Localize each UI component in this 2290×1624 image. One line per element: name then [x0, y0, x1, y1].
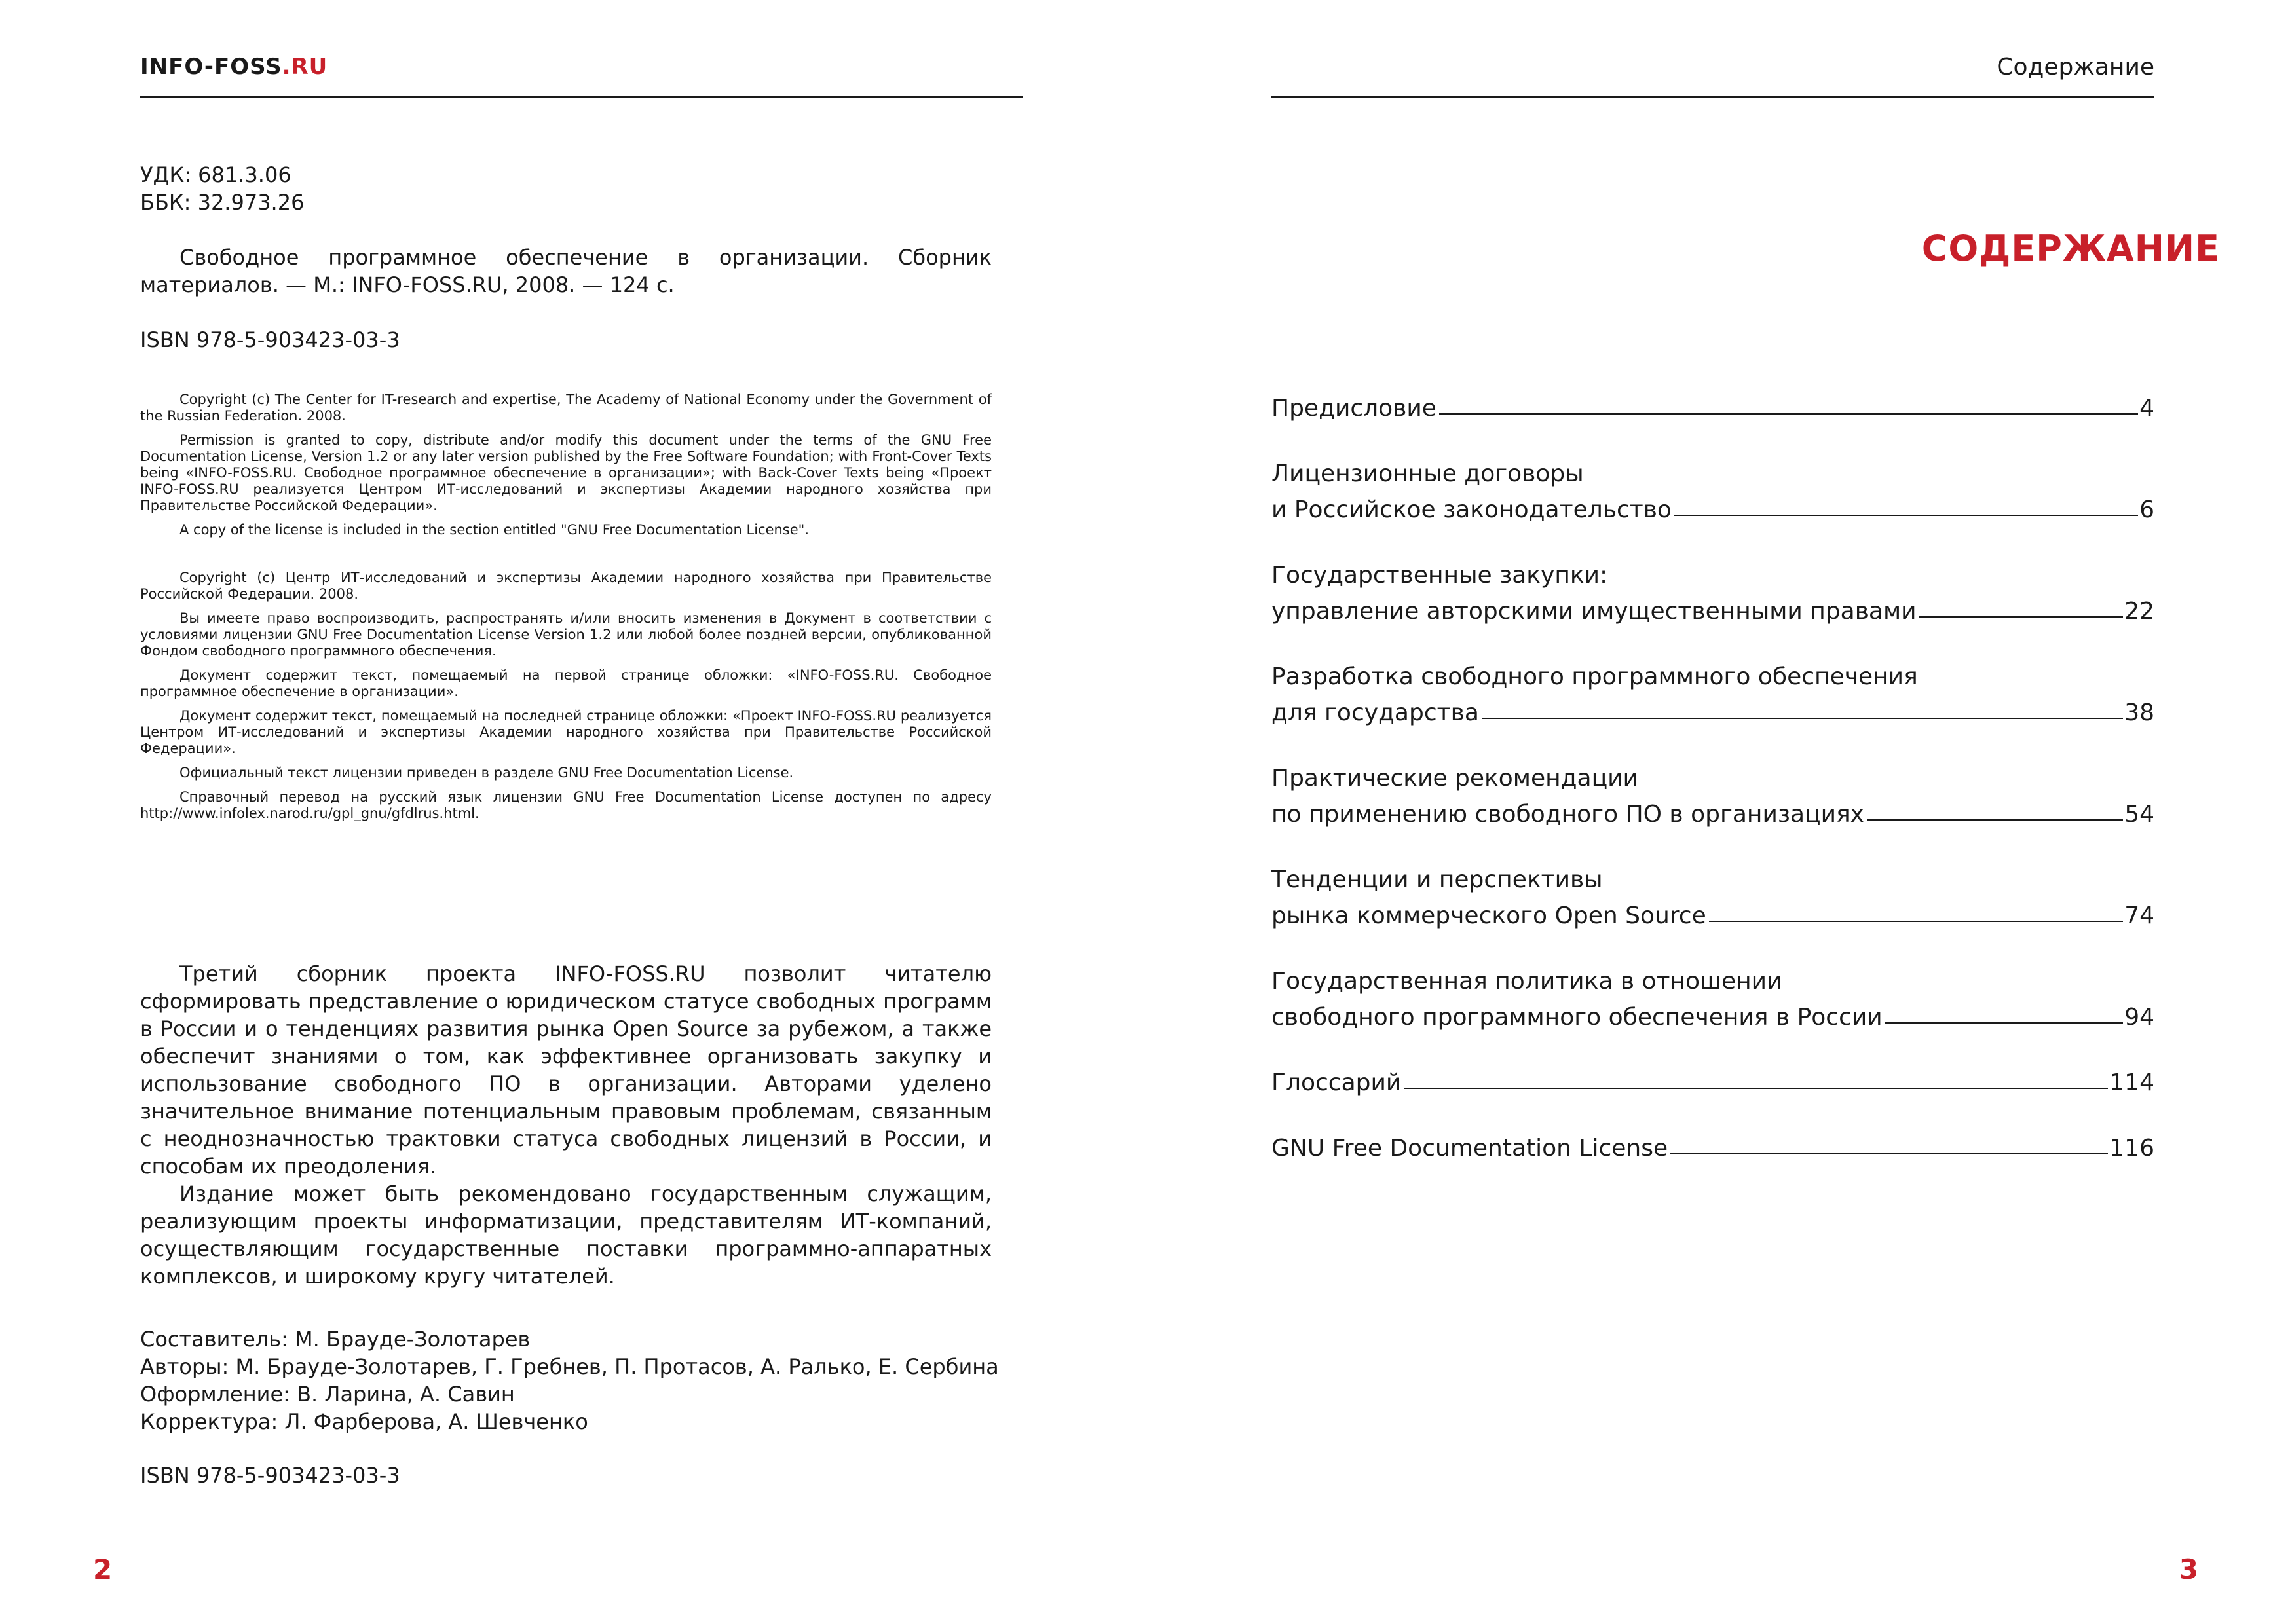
license-en-permission: Permission is granted to copy, distribute and/or modify this document under the terms of the GNU Free Documentation License, Version 1.2 or any later version published by the Free Software Foundation; with Front-Cover Texts being «INFO-FOSS.RU. Свободное программное обеспечение в организации»; with Back-Cover Texts being «Проект INFO-FOSS.RU реализуется Центром ИТ-исследований и экспертизы Академии народного хозяйства при Правительстве Российской Федерации».: [140, 432, 992, 513]
toc-title: СОДЕРЖАНИЕ: [1921, 228, 2220, 269]
toc-entry-glossary[interactable]: [1271, 1065, 2154, 1101]
toc-entry-title: GNU Free Documentation License: [1271, 1135, 1668, 1162]
license-en-copyright: Copyright (c) The Center for IT-research and expertise, The Academy of National Economy under the Government of the Russian Federation. 2008.: [140, 392, 992, 424]
license-ru-back-cover: Документ содержит текст, помещаемый на последней странице обложки: «Проект INFO-FOSS.RU реализуется Центром ИТ-исследований и экспертизы Академии народного хозяйства при Правительстве Российской Федерации».: [140, 708, 992, 756]
license-ru-official: Официальный текст лицензии приведен в разделе GNU Free Documentation License.: [179, 765, 794, 781]
citation-block: [140, 244, 992, 299]
page-number-right: 3: [2179, 1553, 2198, 1585]
isbn-bottom: ISBN 978-5-903423-03-3: [140, 1463, 400, 1488]
license-ru-front-cover: Документ содержит текст, помещаемый на первой странице обложки: «INFO-FOSS.RU. Свободное программное обеспечение в организации».: [140, 667, 992, 699]
toc-entry-gfdl[interactable]: [1271, 1130, 2154, 1166]
toc-page-number: 94: [2124, 1004, 2154, 1031]
toc-entry-title-line-2: по применению свободного ПО в организациях: [1271, 801, 1864, 828]
toc-entry-title-line-2: управление авторскими имущественными правами: [1271, 598, 1917, 625]
classification-block: [140, 161, 992, 216]
toc-leader: [1670, 1153, 2108, 1154]
toc-entry-title: Глоссарий: [1271, 1069, 1402, 1096]
authors: Авторы: М. Брауде-Золотарев, Г. Гребнев, П. Протасов, А. Ралько, Е. Сербина: [140, 1354, 999, 1379]
toc-leader: [1867, 819, 2123, 821]
toc-entry-preface[interactable]: [1271, 390, 2154, 426]
license-en-block: [140, 392, 992, 546]
toc-leader: [1674, 515, 2138, 516]
toc-entry-recommendations[interactable]: [1271, 760, 2154, 832]
proofreading-credit: Корректура: Л. Фарберова, А. Шевченко: [140, 1409, 588, 1434]
toc-page-number: 74: [2124, 902, 2154, 929]
brand-logo: [140, 54, 328, 80]
isbn-top: ISBN 978-5-903423-03-3: [140, 327, 400, 352]
toc-entry-policy[interactable]: [1271, 963, 2154, 1035]
toc-entry-title-line-1: Разработка свободного программного обеспечения: [1271, 663, 1918, 690]
citation: Свободное программное обеспечение в организации. Сборник материалов. — М.: INFO-FOSS.RU, 2008. — 124 с.: [140, 245, 992, 297]
toc-leader: [1439, 413, 2138, 415]
toc-entry-title-line-1: Государственная политика в отношении: [1271, 968, 1782, 995]
header-rule: [140, 96, 1023, 98]
page-number-left: 2: [93, 1553, 113, 1585]
right-page: [1145, 0, 2290, 1624]
toc-entry-license-agreements[interactable]: [1271, 456, 2154, 528]
toc-leader: [1482, 718, 2123, 719]
design-credit: Оформление: В. Ларина, А. Савин: [140, 1382, 515, 1407]
isbn-bottom-block: [140, 1462, 992, 1489]
toc-leader: [1709, 921, 2123, 922]
toc-leader: [1404, 1088, 2108, 1089]
license-en-copy: A copy of the license is included in the section entitled "GNU Free Documentation License".: [179, 522, 809, 538]
toc-entry-title: Предисловие: [1271, 395, 1436, 422]
toc-page-number: 114: [2109, 1069, 2154, 1096]
annotation-paragraph-2: Издание может быть рекомендовано государственным служащим, реализующим проекты информатизации, представителям ИТ-компаний, осуществляющим государственные поставки программно-аппаратных комплексов, и широкому кругу читателей.: [140, 1181, 992, 1289]
toc-page-number: 54: [2124, 801, 2154, 828]
toc-leader: [1885, 1022, 2124, 1024]
toc-entry-title-line-2: и Российское законодательство: [1271, 496, 1672, 523]
toc-page-number: 6: [2139, 496, 2154, 523]
toc-entry-trends[interactable]: [1271, 862, 2154, 934]
toc-page-number: 22: [2124, 598, 2154, 625]
toc-page-number: 116: [2109, 1135, 2154, 1162]
bbk: ББК: 32.973.26: [140, 190, 305, 215]
header-rule: [1271, 96, 2154, 98]
license-ru-copyright: Copyright (c) Центр ИТ-исследований и экспертизы Академии народного хозяйства при Правительстве Российской Федерации. 2008.: [140, 570, 992, 602]
toc-page-number: 38: [2124, 699, 2154, 726]
toc-entry-title-line-2: свободного программного обеспечения в России: [1271, 1004, 1883, 1031]
license-ru-block: [140, 570, 992, 830]
toc-entry-title-line-1: Лицензионные договоры: [1271, 460, 1584, 487]
credits-block: [140, 1325, 999, 1435]
annotation-paragraph-1: Третий сборник проекта INFO-FOSS.RU позволит читателю сформировать представление о юридическом статусе свободных программ в России и о тенденциях развития рынка Open Source за рубежом, а также обеспечит знаниями о том, как эффективнее организовать закупку и использование свободного ПО в организации. Авторами уделено значительное внимание потенциальным правовым проблемам, связанным с неоднозначностью трактовки статуса свободных лицензий в России, и способам их преодоления.: [140, 961, 992, 1179]
toc-page-number: 4: [2139, 395, 2154, 422]
license-ru-translation: Справочный перевод на русский язык лицензии GNU Free Documentation License доступен по адресу http://www.infolex.narod.ru/gpl_gnu/gfdlrus.html.: [140, 789, 992, 821]
toc-entry-procurement[interactable]: [1271, 557, 2154, 629]
table-of-contents: [1271, 390, 2154, 1196]
license-ru-permission: Вы имеете право воспроизводить, распространять и/или вносить изменения в Документ в соответствии с условиями лицензии GNU Free Documentation License Version 1.2 или любой более поздней версии, опубликованной Фондом свободного программного обеспечения.: [140, 610, 992, 659]
brand-main: INFO-FOSS: [140, 54, 282, 80]
toc-entry-title-line-2: для государства: [1271, 699, 1479, 726]
toc-entry-development[interactable]: [1271, 659, 2154, 731]
toc-leader: [1919, 616, 2124, 618]
running-header: Содержание: [1997, 54, 2154, 81]
toc-entry-title-line-1: Практические рекомендации: [1271, 765, 1638, 792]
udk: УДК: 681.3.06: [140, 162, 291, 187]
annotation-block: [140, 960, 992, 1290]
toc-entry-title-line-1: Государственные закупки:: [1271, 562, 1608, 589]
isbn-top-block: [140, 326, 992, 354]
brand-accent: .RU: [282, 54, 328, 80]
toc-entry-title-line-2: рынка коммерческого Open Source: [1271, 902, 1706, 929]
compiler: Составитель: М. Брауде-Золотарев: [140, 1327, 531, 1352]
toc-entry-title-line-1: Тенденции и перспективы: [1271, 866, 1603, 893]
